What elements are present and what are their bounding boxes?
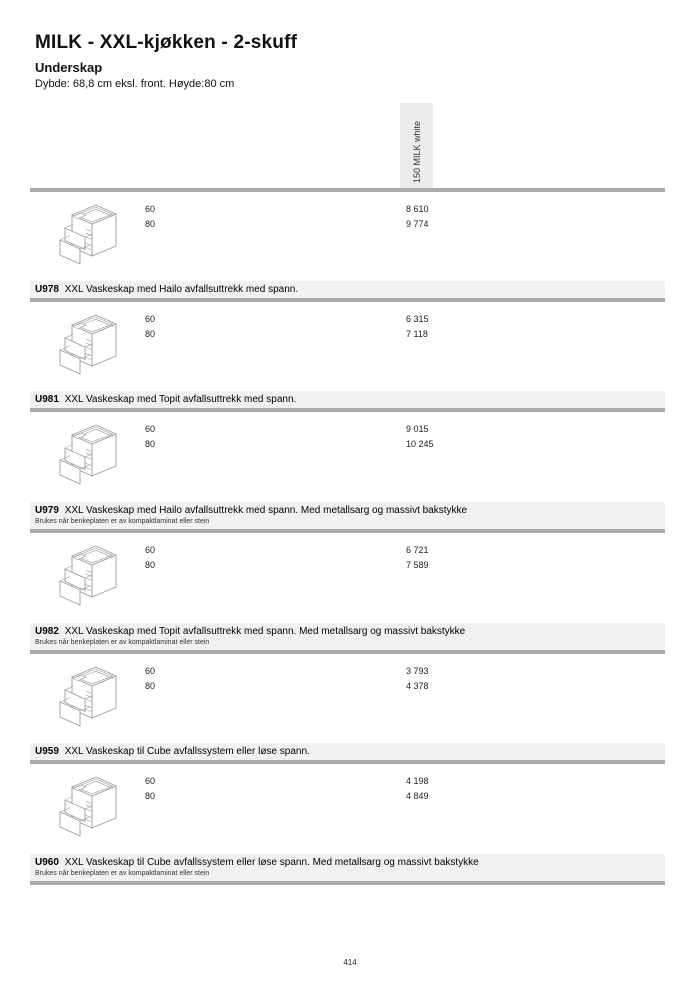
page-title: MILK - XXL-kjøkken - 2-skuff <box>35 32 298 53</box>
price-value: 9 015 <box>406 423 429 434</box>
product-description: XXL Vaskeskap med Topit avfallsuttrekk med spann. <box>64 394 297 405</box>
width-value: 80 <box>145 680 156 691</box>
price-value: 3 793 <box>406 665 429 676</box>
size-price-rows <box>145 663 665 693</box>
product-code: U978 <box>35 284 62 295</box>
caption-line <box>35 394 659 405</box>
width-value: 80 <box>145 218 156 229</box>
table-column-header-row <box>30 103 665 188</box>
size-price-rows <box>145 421 665 451</box>
product-description: XXL Vaskeskap med Hailo avfallsuttrekk med spann. Med metallsarg og massivt bakstykke <box>64 505 468 516</box>
size-price-row <box>145 421 665 436</box>
product-caption <box>30 281 665 298</box>
caption-line <box>35 505 659 516</box>
price-value: 7 589 <box>406 559 429 570</box>
page-number: 414 <box>343 958 357 967</box>
product-code: U960 <box>35 857 62 868</box>
section-content <box>30 533 665 623</box>
product-code: U959 <box>35 746 62 757</box>
price-value: 9 774 <box>406 218 429 229</box>
product-note: Brukes når benkeplaten er av kompaktlaminat eller stein <box>35 870 210 877</box>
size-price-row <box>145 326 665 341</box>
cabinet-2-drawer-icon <box>56 664 124 728</box>
width-value: 60 <box>145 423 156 434</box>
width-value: 80 <box>145 328 156 339</box>
size-price-rows <box>145 773 665 803</box>
product-code: U981 <box>35 394 62 405</box>
product-caption <box>30 502 665 529</box>
price-value: 6 721 <box>406 544 429 555</box>
price-value: 10 245 <box>406 438 434 449</box>
product-section <box>30 192 665 302</box>
size-price-row <box>145 542 665 557</box>
doc-header <box>30 0 665 103</box>
size-price-row <box>145 678 665 693</box>
caption-line <box>35 284 659 295</box>
cabinet-2-drawer-icon <box>56 422 124 486</box>
size-price-row <box>145 216 665 231</box>
product-caption <box>30 623 665 650</box>
size-price-row <box>145 557 665 572</box>
width-value: 80 <box>145 438 156 449</box>
product-description: XXL Vaskeskap til Cube avfallssystem eller løse spann. <box>64 746 310 757</box>
section-content <box>30 192 665 281</box>
caption-line <box>35 857 659 868</box>
catalog-page <box>30 0 665 885</box>
price-value: 4 378 <box>406 680 429 691</box>
section-content <box>30 654 665 743</box>
product-note: Brukes når benkeplaten er av kompaktlaminat eller stein <box>35 639 210 646</box>
product-code: U979 <box>35 505 62 516</box>
width-value: 60 <box>145 313 156 324</box>
page-dimensions: Dybde: 68,8 cm eksl. front. Høyde:80 cm <box>35 78 235 90</box>
product-section <box>30 412 665 533</box>
caption-line <box>35 626 659 637</box>
section-content <box>30 764 665 854</box>
product-caption <box>30 854 665 881</box>
price-column-label: 150 MILK white <box>411 120 422 183</box>
width-value: 60 <box>145 775 156 786</box>
width-value: 80 <box>145 790 156 801</box>
width-value: 80 <box>145 559 156 570</box>
product-description: XXL Vaskeskap med Hailo avfallsuttrekk med spann. <box>64 284 299 295</box>
price-column-header <box>400 103 433 188</box>
product-section <box>30 302 665 412</box>
cabinet-2-drawer-icon <box>56 312 124 376</box>
product-note: Brukes når benkeplaten er av kompaktlaminat eller stein <box>35 518 210 525</box>
width-value: 60 <box>145 203 156 214</box>
size-price-rows <box>145 542 665 572</box>
width-value: 60 <box>145 665 156 676</box>
size-price-rows <box>145 201 665 231</box>
price-value: 4 198 <box>406 775 429 786</box>
size-price-row <box>145 663 665 678</box>
caption-line <box>35 746 659 757</box>
price-value: 6 315 <box>406 313 429 324</box>
size-price-row <box>145 201 665 216</box>
sections <box>30 192 665 885</box>
width-value: 60 <box>145 544 156 555</box>
section-content <box>30 412 665 502</box>
size-price-row <box>145 436 665 451</box>
size-price-row <box>145 773 665 788</box>
product-section <box>30 654 665 764</box>
product-section <box>30 764 665 885</box>
section-content <box>30 302 665 391</box>
product-description: XXL Vaskeskap til Cube avfallssystem eller løse spann. Med metallsarg og massivt bakstykke <box>64 857 479 868</box>
price-value: 7 118 <box>406 328 428 339</box>
section-divider-bar <box>30 881 665 885</box>
product-description: XXL Vaskeskap med Topit avfallsuttrekk med spann. Med metallsarg og massivt bakstykke <box>64 626 466 637</box>
cabinet-2-drawer-icon <box>56 543 124 607</box>
price-value: 4 849 <box>406 790 429 801</box>
cabinet-2-drawer-icon <box>56 202 124 266</box>
size-price-row <box>145 788 665 803</box>
product-caption <box>30 391 665 408</box>
price-value: 8 610 <box>406 203 429 214</box>
page-subtitle: Underskap <box>35 60 103 75</box>
size-price-rows <box>145 311 665 341</box>
size-price-row <box>145 311 665 326</box>
cabinet-2-drawer-icon <box>56 774 124 838</box>
product-caption <box>30 743 665 760</box>
product-code: U982 <box>35 626 62 637</box>
product-section <box>30 533 665 654</box>
